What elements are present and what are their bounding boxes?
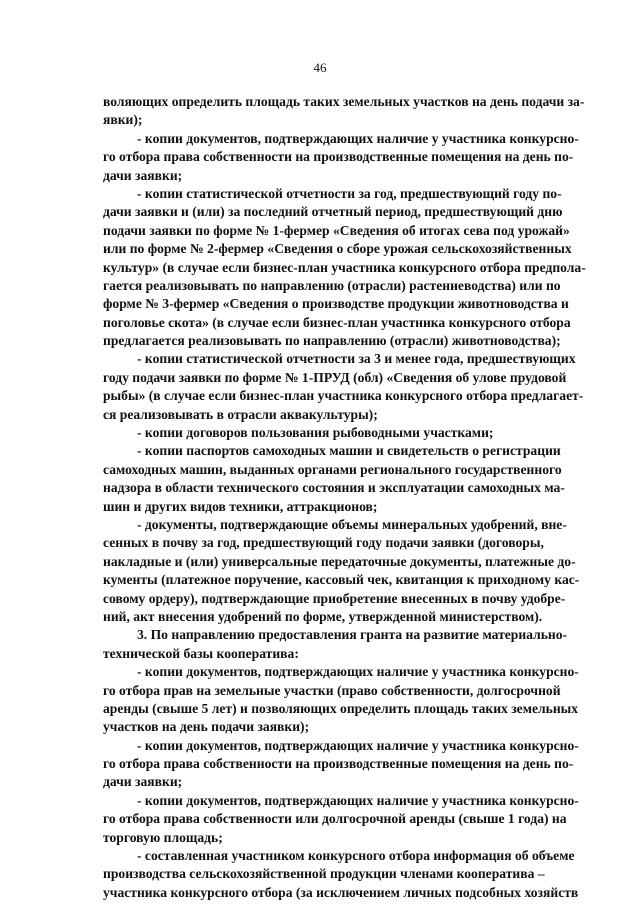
text-line: дачи заявки; xyxy=(103,774,183,790)
text-line: форме № 3-фермер «Сведения о производстве продукции животноводства и xyxy=(103,296,569,312)
text-line: надзора в области технического состояния и эксплуатации самоходных ма- xyxy=(103,480,565,496)
text-line: - копии документов, подтверждающих наличие у участника конкурсно- xyxy=(137,737,579,753)
text-line: торговую площадь; xyxy=(103,829,223,845)
text-line: участков на день подачи заявки); xyxy=(103,719,310,735)
page-number: 46 xyxy=(313,60,327,75)
text-line: явки); xyxy=(103,112,143,128)
text-line: го отбора права собственности или долгосрочной аренды (свыше 1 года) на xyxy=(103,811,567,827)
text-line: - копии статистической отчетности за 3 и менее года, предшествующих xyxy=(137,351,576,367)
text-line: дачи заявки и (или) за последний отчетный период, предшествующий дню xyxy=(103,204,563,220)
text-line: ся реализовывать в отрасли аквакультуры); xyxy=(103,406,378,422)
text-line: участника конкурсного отбора (за исключением личных подсобных хозяйств xyxy=(103,884,579,900)
text-line: году подачи заявки по форме № 1-ПРУД (обл) «Сведения об улове прудовой xyxy=(103,369,567,385)
text-line: предлагается реализовывать по направлению (отрасли) животноводства); xyxy=(103,333,561,349)
text-line: технической базы кооператива: xyxy=(103,645,299,661)
body-text xyxy=(103,93,586,902)
text-line: - составленная участником конкурсного отбора информация об объеме xyxy=(137,848,575,864)
text-line: кументы (платежное поручение, кассовый чек, квитанция к приходному кас- xyxy=(103,572,580,588)
text-line: дачи заявки; xyxy=(103,167,183,183)
text-line: - документы, подтверждающие объемы минеральных удобрений, вне- xyxy=(137,516,567,532)
text-line: гается реализовывать по направлению (отрасли) растениеводства) или по xyxy=(103,277,561,293)
text-line: - копии договоров пользования рыбоводными участками; xyxy=(137,425,494,441)
text-line: - копии паспортов самоходных машин и свидетельств о регистрации xyxy=(137,443,561,459)
text-line: ний, акт внесения удобрений по форме, утвержденной министерством). xyxy=(103,608,543,624)
text-line: 3. По направлению предоставления гранта на развитие материально- xyxy=(137,627,568,643)
text-line: - копии статистической отчетности за год, предшествующий году по- xyxy=(137,185,562,201)
text-line: рыбы» (в случае если бизнес-план участника конкурсного отбора предлагает- xyxy=(103,388,584,404)
text-line: аренды (свыше 5 лет) и позволяющих определить площадь таких земельных xyxy=(103,700,579,716)
text-line: - копии документов, подтверждающих наличие у участника конкурсно- xyxy=(137,130,579,146)
text-line: производства сельскохозяйственной продукции членами кооператива – xyxy=(103,866,545,882)
text-line: подачи заявки по форме № 1-фермер «Сведения об итогах сева под урожай» xyxy=(103,222,570,238)
text-line: воляющих определить площадь таких земельных участков на день подачи за- xyxy=(103,94,585,109)
text-line: совому ордеру), подтверждающие приобретение внесенных в почву удобре- xyxy=(103,590,566,606)
text-line: - копии документов, подтверждающих наличие у участника конкурсно- xyxy=(137,664,579,680)
text-line: шин и других видов техники, аттракционов; xyxy=(103,498,378,514)
text-line: самоходных машин, выданных органами регионального государственного xyxy=(103,461,562,477)
text-line: накладные и (или) универсальные передаточные документы, платежные до- xyxy=(103,553,576,569)
text-line: го отбора права собственности на производственные помещения на день по- xyxy=(103,149,574,165)
text-line: - копии документов, подтверждающих наличие у участника конкурсно- xyxy=(137,792,579,808)
text-line: го отбора права собственности на производственные помещения на день по- xyxy=(103,756,574,772)
text-line: поголовье скота» (в случае если бизнес-план участника конкурсного отбора xyxy=(103,314,571,330)
text-line: культур» (в случае если бизнес-план участника конкурсного отбора предпола- xyxy=(103,259,586,275)
text-line: или по форме № 2-фермер «Сведения о сборе урожая сельскохозяйственных xyxy=(103,241,572,257)
text-line: го отбора прав на земельные участки (право собственности, долгосрочной xyxy=(103,682,561,698)
text-line: сенных в почву за год, предшествующий году подачи заявки (договоры, xyxy=(103,535,544,551)
